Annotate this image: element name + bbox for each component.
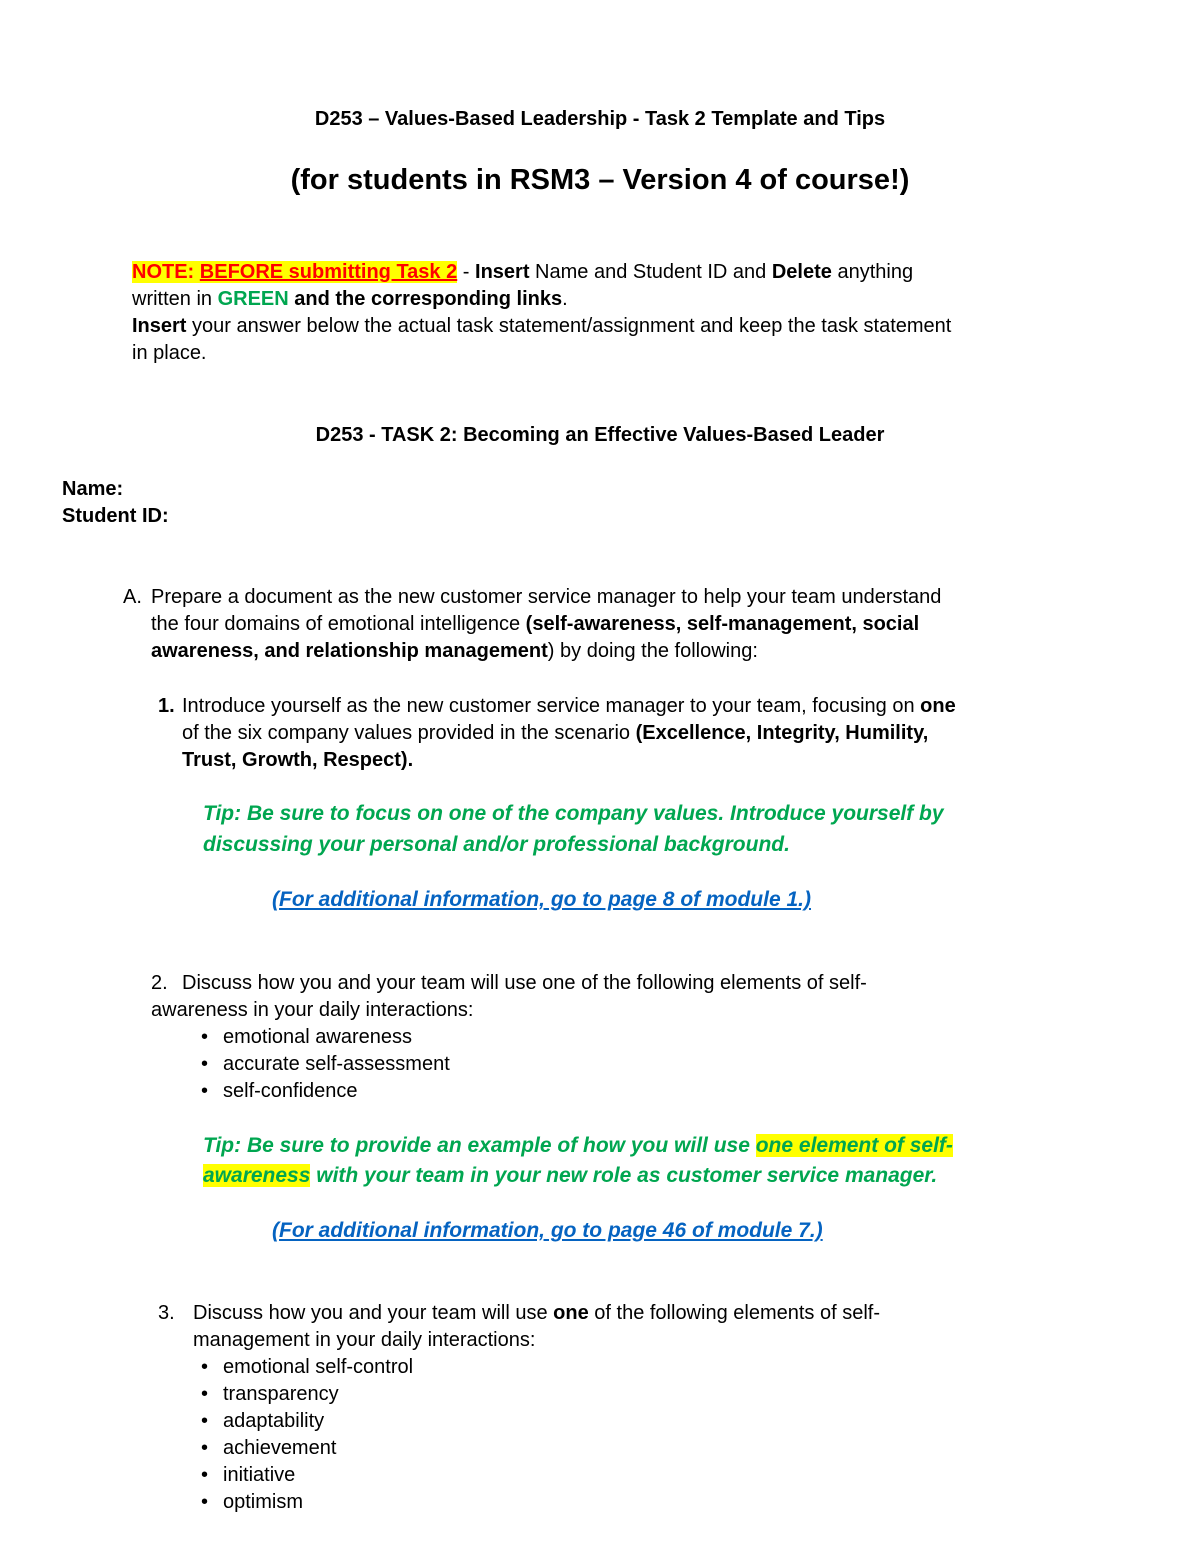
student-id-field-label: Student ID: <box>62 505 169 527</box>
item-1-line-2: of the six company values provided in the scenario (Excellence, Integrity, Humility, <box>182 722 929 744</box>
note-line-4: in place. <box>132 342 207 364</box>
list-item: • transparency <box>201 1383 339 1405</box>
note-line-2: written in GREEN and the corresponding links. <box>132 288 568 310</box>
item-2-tip-line-1: Tip: Be sure to provide an example of how you will use one element of self- <box>203 1134 953 1157</box>
item-3-line-1: Discuss how you and your team will use one of the following elements of self- <box>193 1302 880 1324</box>
bullet-icon: • <box>201 1464 209 1486</box>
section-a-line-3: awareness, and relationship management) by doing the following: <box>151 640 758 662</box>
item-1-module-link[interactable]: (For additional information, go to page 8 of module 1.) <box>272 888 811 911</box>
list-item: • optimism <box>201 1491 304 1513</box>
item-1-tip-line-1: Tip: Be sure to focus on one of the company values. Introduce yourself by <box>203 802 944 825</box>
item-3-marker: 3. <box>158 1302 175 1324</box>
list-item: • emotional awareness <box>201 1026 412 1048</box>
list-item: • emotional self-control <box>201 1356 414 1378</box>
bullet-icon: • <box>201 1491 209 1513</box>
document-title: D253 – Values-Based Leadership - Task 2 Template and Tips <box>314 108 886 130</box>
list-item: • initiative <box>201 1464 296 1486</box>
green-word: GREEN <box>217 288 289 310</box>
item-2-line-1: Discuss how you and your team will use one of the following elements of self- <box>182 972 867 994</box>
item-2-line-2: awareness in your daily interactions: <box>151 999 474 1021</box>
section-a-marker: A. <box>123 586 142 608</box>
section-a-line-2: the four domains of emotional intelligence (self-awareness, self-management, social <box>151 613 920 635</box>
bullet-icon: • <box>201 1356 209 1378</box>
note-line-1: NOTE: BEFORE submitting Task 2 - Insert Name and Student ID and Delete anything <box>132 261 914 283</box>
item-2-tip-line-2: awareness with your team in your new role as customer service manager. <box>203 1164 938 1187</box>
bullet-icon: • <box>201 1053 209 1075</box>
section-a-line-1: Prepare a document as the new customer service manager to help your team understand <box>151 586 942 608</box>
bullet-icon: • <box>201 1026 209 1048</box>
item-1-line-3: Trust, Growth, Respect). <box>182 749 414 771</box>
bullet-icon: • <box>201 1410 209 1432</box>
note-before-submitting: BEFORE submitting Task 2 <box>199 261 458 283</box>
document-subtitle: (for students in RSM3 – Version 4 of course!) <box>290 164 910 196</box>
item-1-line-1: Introduce yourself as the new customer service manager to your team, focusing on one <box>182 695 956 717</box>
note-line-3: Insert your answer below the actual task statement/assignment and keep the task statement <box>132 315 952 337</box>
item-1-marker: 1. <box>158 695 175 717</box>
bullet-icon: • <box>201 1383 209 1405</box>
task-heading: D253 - TASK 2: Becoming an Effective Values-Based Leader <box>315 424 885 446</box>
list-item: • achievement <box>201 1437 337 1459</box>
item-2-module-link[interactable]: (For additional information, go to page 46 of module 7.) <box>272 1219 823 1242</box>
bullet-icon: • <box>201 1080 209 1102</box>
list-item: • self-confidence <box>201 1080 358 1102</box>
item-1-tip-line-2: discussing your personal and/or professional background. <box>203 833 790 856</box>
note-label: NOTE: <box>132 261 195 283</box>
item-2-marker: 2. <box>151 972 168 994</box>
item-3-line-2: management in your daily interactions: <box>193 1329 536 1351</box>
bullet-icon: • <box>201 1437 209 1459</box>
list-item: • adaptability <box>201 1410 325 1432</box>
name-field-label: Name: <box>62 478 124 500</box>
list-item: • accurate self-assessment <box>201 1053 450 1075</box>
